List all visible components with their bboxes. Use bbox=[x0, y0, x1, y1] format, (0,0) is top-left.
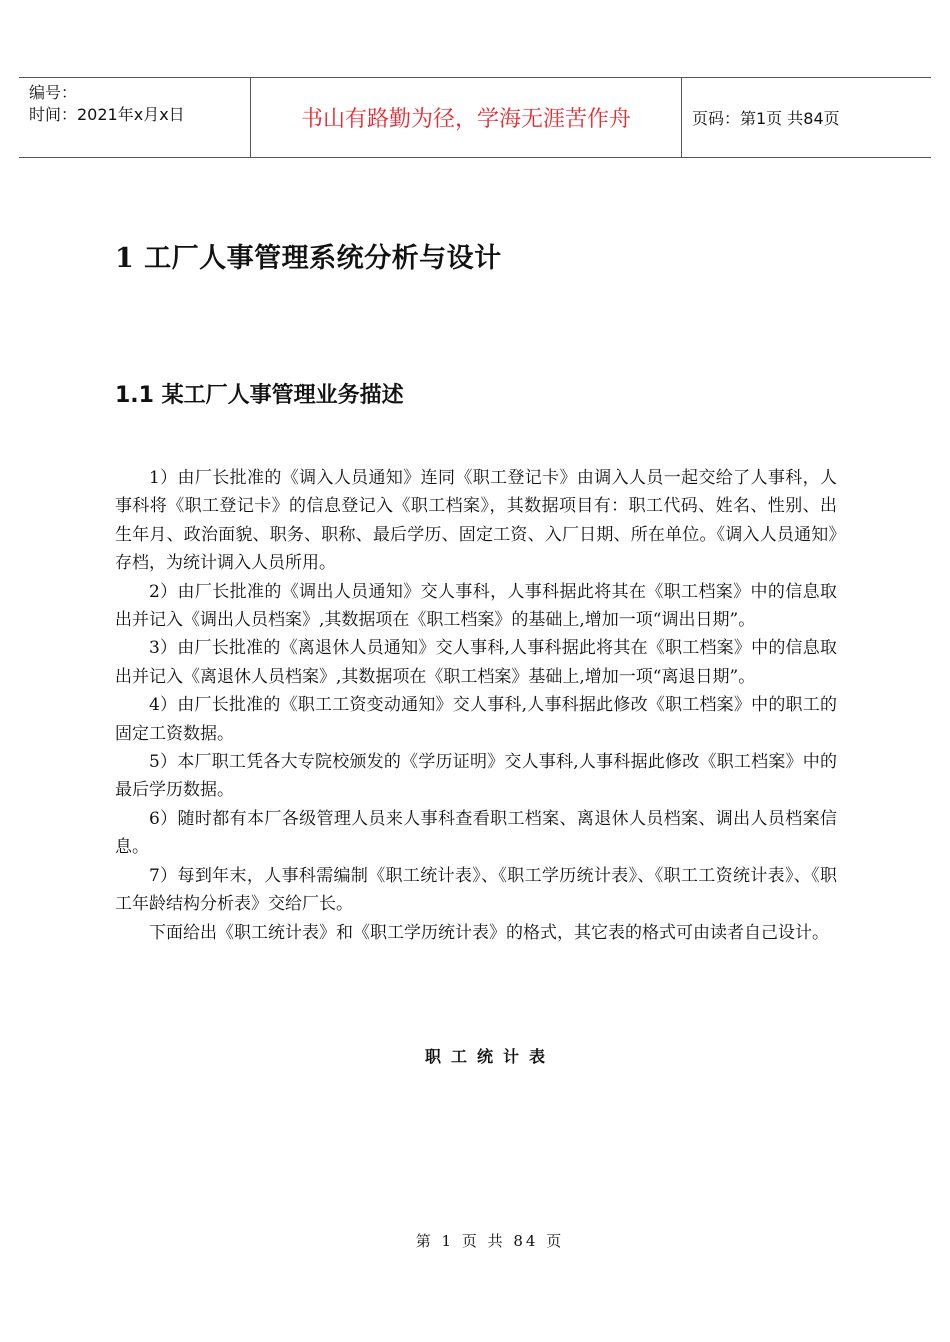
paragraph: 6）随时都有本厂各级管理人员来人事科查看职工档案、离退休人员档案、调出人员档案信息。 bbox=[115, 808, 837, 858]
header-motto: 书山有路勤为径，学海无涯苦作舟 bbox=[300, 107, 631, 132]
paragraph: 3）由厂长批准的《离退休人员通知》交人事科,人事科据此将其在《职工档案》中的信息取出并记入《离退休人员档案》,其数据项在《职工档案》基础上,增加一项“离退日期”。 bbox=[115, 638, 837, 687]
page-code: 页码：第1页 共84页 bbox=[692, 109, 840, 128]
paragraph: 1）由厂长批准的《调入人员通知》连同《职工登记卡》由调入人员一起交给了人事科，人事科将《职工登记卡》的信息登记入《职工档案》，其数据项目有：职工代码、姓名、性别、出生年月、政治面貌、职务、职称、最后学历、固定工资、入厂日期、所在单位。《调入人员通知》存档，为统计调入人员所用。 bbox=[115, 468, 837, 574]
paragraph: 7）每到年末，人事科需编制《职工统计表》、《职工学历统计表》、《职工工资统计表》、《职工年龄结构分析表》交给厂长。 bbox=[115, 865, 837, 915]
page-footer: 第 1 页 共 84 页 bbox=[415, 1232, 565, 1250]
paragraph: 2）由厂长批准的《调出人员通知》交人事科，人事科据此将其在《职工档案》中的信息取出并记入《调出人员档案》,其数据项在《职工档案》的基础上,增加一项“调出日期”。 bbox=[115, 581, 837, 631]
paragraph: 下面给出《职工统计表》和《职工学历统计表》的格式，其它表的格式可由读者自己设计。 bbox=[149, 922, 829, 943]
paragraph: 4）由厂长批准的《职工工资变动通知》交人事科,人事科据此修改《职工档案》中的职工的固定工资数据。 bbox=[115, 695, 837, 744]
document-header bbox=[19, 77, 931, 158]
paragraph: 5）本厂职工凭各大专院校颁发的《学历证明》交人事科,人事科据此修改《职工档案》中的最后学历数据。 bbox=[115, 752, 837, 801]
section-title: 1.1 某工厂人事管理业务描述 bbox=[115, 383, 404, 408]
table-caption: 职工统计表 bbox=[424, 1047, 555, 1066]
header-motto-cell bbox=[251, 78, 682, 157]
number-label: 编号： bbox=[29, 83, 78, 102]
body-text bbox=[115, 464, 837, 947]
date-label: 时间：2021年x月x日 bbox=[29, 105, 185, 124]
chapter-title: 1 工厂人事管理系统分析与设计 bbox=[115, 243, 502, 274]
header-meta-cell bbox=[19, 78, 251, 157]
header-page-cell bbox=[682, 78, 931, 157]
